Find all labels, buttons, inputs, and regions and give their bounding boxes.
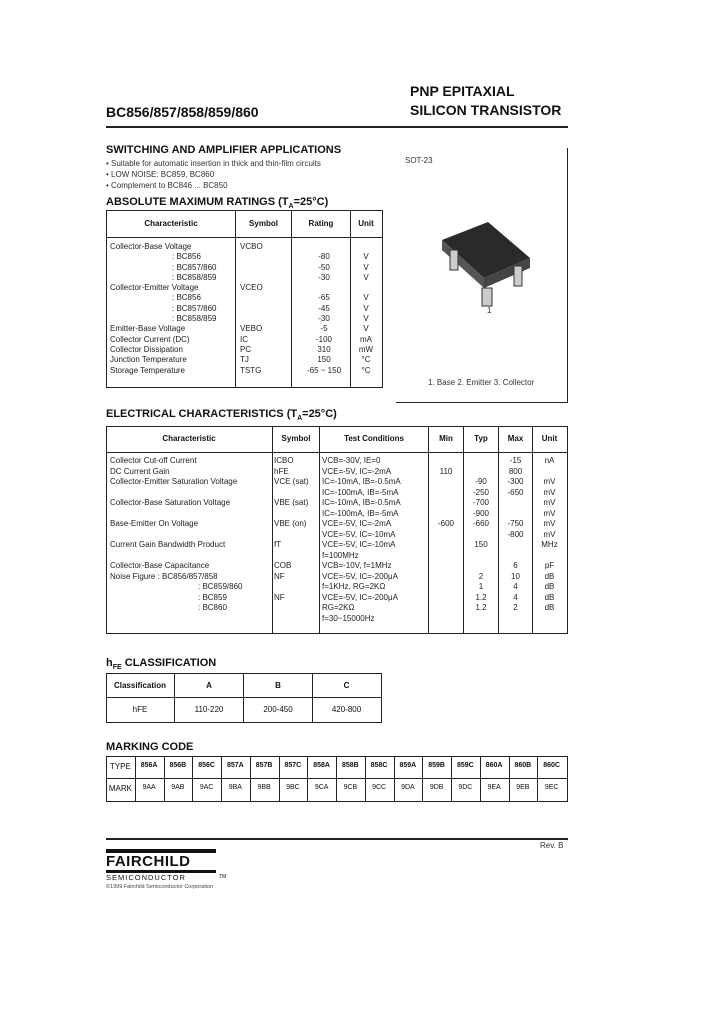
elec-condition: IC=-10mA, IB=-0.5mA [322,477,401,486]
marking-mark: 9EB [516,784,530,791]
applications-list [106,158,321,191]
elec-max: 4 [513,582,518,591]
marking-title: MARKING CODE [106,741,194,753]
logo-trademark: TM [219,874,227,880]
elec-symbol: NF [274,571,285,581]
elec-characteristic: Collector-Emitter Saturation Voltage [110,477,238,486]
abs-max-unit: V [363,324,369,334]
marking-mark: 9DA [401,784,415,791]
abs-max-unit: V [363,303,369,313]
elec-characteristic: Collector-Base Capacitance [110,561,210,570]
elec-rows [110,456,566,624]
abs-max-characteristic: : BC856 [172,252,201,262]
elec-unit: dB [544,592,555,602]
elec-unit: mV [543,519,556,528]
elec-symbol: VCE (sat) [274,477,309,486]
part-numbers: BC856/857/858/859/860 [106,104,259,120]
elec-condition: IC=-100mA, IB=-5mA [322,508,399,518]
elec-header: Max [507,434,524,443]
marking-type: 860B [514,762,532,769]
elec-max: 6 [513,561,518,570]
abs-max-row [110,355,380,365]
elec-condition: IC=-10mA, IB=-0.5mA [322,498,401,507]
copyright: ©1999 Fairchild Semiconductor Corporation [106,884,214,890]
elec-header: Min [439,434,453,443]
marking-type: 859A [399,762,417,769]
elec-condition: VCE=-5V, IC=-2mA [322,519,392,528]
abs-max-row [110,366,380,376]
abs-max-unit: V [363,262,369,272]
hfe-title-sub: FE [112,664,122,672]
marking-mark: 9BC [286,784,300,791]
marking-type-label: TYPE [109,762,131,771]
elec-title-text: ELECTRICAL CHARACTERISTICS (T [106,408,298,420]
marking-type: 860C [543,762,560,769]
elec-typ: 1.2 [475,603,487,612]
marking-type: 858C [370,762,388,769]
marking-mark: 9CB [343,784,358,791]
elec-header: Typ [474,434,488,443]
marking-mark: 9AB [171,784,185,791]
abs-max-row [110,314,380,324]
abs-max-unit: °C [361,355,371,365]
device-type-title [410,82,561,120]
abs-max-characteristic: Collector Current (DC) [110,334,190,344]
elec-title [106,408,337,422]
hfe-title [106,657,216,671]
abs-max-header: Unit [358,219,374,228]
elec-max: 4 [513,592,518,602]
abs-max-characteristic: Storage Temperature [110,365,186,375]
elec-condition: f=1KHz, RG=2KΩ [322,582,386,591]
elec-characteristic: Base-Emitter On Voltage [110,519,199,528]
elec-header: Symbol [281,434,311,443]
hfe-header: C [343,681,350,690]
abs-max-characteristic: : BC857/860 [172,262,217,272]
abs-max-symbol: VCBO [240,242,263,251]
elec-row [110,603,566,614]
elec-row [110,561,566,572]
abs-max-row [110,345,380,355]
elec-row [110,519,566,530]
elec-row [110,572,566,583]
elec-row [110,551,566,562]
abs-max-rating: -80 [318,252,330,262]
elec-row [110,509,566,520]
abs-max-unit: V [363,252,369,262]
elec-characteristic: : BC860 [198,603,227,612]
marking-type: 859C [457,762,474,769]
elec-characteristic: : BC859/860 [198,582,243,591]
marking-mark: 9BB [257,784,271,791]
elec-symbol: NF [274,592,285,602]
elec-max: -650 [507,487,524,497]
abs-max-symbol: PC [240,344,252,354]
marking-type: 856B [169,762,187,769]
marking-type: 858B [342,762,359,769]
abs-max-unit: V [363,314,369,324]
elec-typ: -660 [472,519,489,528]
elec-unit: mV [543,529,556,539]
marking-mark: 9DC [458,784,473,791]
elec-characteristic: Collector Cut-off Current [110,456,197,465]
elec-characteristic: Current Gain Bandwidth Product [110,540,226,549]
elec-condition: VCB=-10V, f=1MHz [322,561,392,570]
abs-max-row [110,252,380,262]
elec-row [110,530,566,541]
pin-description: 1. Base 2. Emitter 3. Collector [428,378,535,387]
elec-typ: 2 [478,571,484,581]
elec-max: -750 [507,519,524,528]
abs-max-rating: -30 [318,314,330,324]
marking-mark: 9AA [142,784,156,791]
elec-typ: -900 [472,508,489,518]
hfe-value: 200-450 [263,705,293,714]
header-rule [106,126,568,128]
device-type-line1: PNP EPITAXIAL [410,83,515,99]
abs-max-characteristic: : BC856 [172,293,201,303]
abs-max-row [110,324,380,334]
elec-row [110,477,566,488]
marking-type: 860A [485,762,503,769]
abs-max-characteristic: : BC857/860 [172,303,217,313]
marking-mark: 9CC [372,784,387,791]
elec-unit: mV [543,477,556,486]
abs-max-symbol: TJ [240,355,249,365]
elec-max: 10 [511,571,520,581]
elec-condition: IC=-100mA, IB=-5mA [322,487,399,497]
elec-unit: MHz [541,540,558,549]
marking-mark-label: MARK [108,784,132,793]
abs-max-header: Characteristic [144,219,198,228]
marking-mark: 9AC [199,784,214,791]
abs-max-title-sub: A [288,203,294,211]
abs-max-rating: -100 [315,334,332,344]
abs-max-unit: mA [360,334,372,344]
applications-bullet: • Complement to BC846 ... BC850 [106,181,228,190]
elec-condition: f=30~15000Hz [322,613,375,623]
elec-condition: VCB=-30V, IE=0 [322,456,381,465]
abs-max-row [110,283,380,293]
elec-condition: VCE=-5V, IC=-10mA [322,529,396,539]
elec-typ: -700 [472,498,489,507]
elec-symbol: hFE [274,466,289,476]
abs-max-rating: -45 [318,303,330,313]
abs-max-rating: -30 [318,272,330,282]
abs-max-unit: V [363,272,369,282]
applications-bullet: • LOW NOISE: BC859, BC860 [106,170,215,179]
elec-row [110,488,566,499]
abs-max-row [110,242,380,252]
abs-max-title-text: ABSOLUTE MAXIMUM RATINGS (T [106,196,289,208]
elec-row [110,456,566,467]
elec-symbol: VBE (sat) [274,498,309,507]
elec-unit: mV [543,498,556,507]
abs-max-characteristic: Emitter-Base Voltage [110,324,186,334]
elec-header: Characteristic [162,434,216,443]
elec-condition: f=100MHz [322,550,359,560]
marking-type: 856A [140,762,158,769]
marking-type: 857B [255,762,273,769]
abs-max-rating: -65 ~ 150 [306,365,342,375]
abs-max-unit: mW [358,344,374,354]
abs-max-rating: 150 [317,355,331,365]
hfe-header: B [275,681,281,690]
elec-symbol: COB [274,561,292,570]
abs-max-row [110,335,380,345]
elec-unit: pF [544,561,555,570]
marking-mark: 9DB [429,784,444,791]
elec-row [110,582,566,593]
sot23-package-image [430,210,540,315]
elec-row [110,540,566,551]
elec-typ: 1 [478,582,484,591]
marking-mark: 9BA [228,784,242,791]
abs-max-characteristic: : BC858/859 [172,272,217,282]
elec-row [110,614,566,625]
elec-unit: nA [544,456,555,465]
abs-max-characteristic: Collector-Base Voltage [110,242,192,251]
abs-max-characteristic: Junction Temperature [110,355,187,365]
abs-max-header-rule [106,237,382,238]
elec-typ: -90 [475,477,487,486]
elec-title-end: =25°C) [302,408,337,420]
elec-header: Unit [541,434,558,443]
hfe-title-rest: CLASSIFICATION [121,657,217,669]
elec-typ: -250 [472,487,489,497]
hfe-title-h: h [106,657,113,669]
elec-condition: VCE=-5V, IC=-200μA [322,592,398,602]
abs-max-unit: V [363,293,369,303]
hfe-header: A [206,681,212,690]
elec-condition: VCE=-5V, IC=-200μA [322,571,398,581]
abs-max-unit: °C [361,365,371,375]
abs-max-header: Rating [308,219,334,228]
elec-max: -15 [509,456,522,465]
applications-bullet: • Suitable for automatic insertion in thick and thin-film circuits [106,159,321,168]
abs-max-characteristic: Collector-Emitter Voltage [110,283,199,293]
elec-condition: VCE=-5V, IC=-2mA [322,466,392,476]
elec-max: 2 [513,603,518,612]
footer-rule [106,838,568,840]
abs-max-row [110,263,380,273]
logo-subtitle: SEMICONDUCTOR [106,873,186,882]
elec-unit: dB [544,582,555,591]
elec-condition: RG=2KΩ [322,603,355,612]
applications-title: SWITCHING AND AMPLIFIER APPLICATIONS [106,144,342,156]
elec-unit: mV [543,487,556,497]
marking-mark: 9EC [544,784,559,791]
abs-max-symbol: VEBO [240,324,263,334]
marking-type: 857A [227,762,244,769]
elec-row [110,593,566,604]
revision: Rev. B [540,841,564,850]
elec-unit: dB [544,603,555,612]
hfe-header: Classification [113,681,166,690]
elec-condition: VCE=-5V, IC=-10mA [322,540,396,549]
elec-symbol: fT [274,540,282,549]
abs-max-title-end: =25°C) [293,196,329,208]
marking-type: 856C [198,762,215,769]
elec-max: -300 [507,477,524,486]
fairchild-logo: FAIRCHILD [106,853,191,870]
abs-max-rating: -5 [320,324,328,334]
pin-one-label: 1 [487,306,492,315]
abs-max-row [110,304,380,314]
hfe-value: 110-220 [194,705,224,714]
abs-max-characteristic: Collector Dissipation [110,344,183,354]
elec-typ: 150 [474,540,488,549]
elec-unit: dB [544,571,555,581]
hfe-row-label: hFE [132,705,148,714]
elec-title-sub: A [297,415,303,423]
marking-type: 857C [284,762,302,769]
package-name: SOT-23 [405,156,433,165]
marking-mark: 9EA [487,784,501,791]
elec-min: 110 [439,466,453,476]
elec-characteristic: DC Current Gain [110,466,170,476]
abs-max-symbol: IC [240,334,248,344]
abs-max-rating: -65 [318,293,330,303]
abs-max-row [110,293,380,303]
abs-max-symbol: VCEO [240,283,263,293]
abs-max-rating: -50 [318,262,330,272]
elec-unit: mV [543,508,556,518]
marking-type: 858A [313,762,330,769]
device-type-line2: SILICON TRANSISTOR [410,102,562,118]
abs-max-rating: 310 [317,344,331,354]
elec-max: -800 [507,529,524,539]
elec-row [110,498,566,509]
abs-max-rows [110,242,380,376]
elec-symbol: VBE (on) [274,519,307,528]
elec-characteristic: : BC859 [198,592,227,602]
abs-max-symbol: TSTG [240,365,262,375]
elec-header: Test Conditions [344,434,404,443]
elec-min: -600 [437,519,454,528]
elec-max: 800 [508,466,523,476]
elec-row [110,467,566,478]
marking-type: 859B [428,762,445,769]
elec-symbol: ICBO [274,456,294,465]
abs-max-title [106,196,328,210]
marking-mark: 9CA [314,784,329,791]
elec-characteristic: Noise Figure : BC856/857/858 [110,571,218,581]
hfe-value: 420-800 [331,705,362,714]
abs-max-row [110,273,380,283]
elec-typ: 1.2 [475,592,487,602]
abs-max-header: Symbol [249,219,278,228]
abs-max-characteristic: : BC858/859 [172,314,217,324]
elec-characteristic: Collector-Base Saturation Voltage [110,498,231,507]
